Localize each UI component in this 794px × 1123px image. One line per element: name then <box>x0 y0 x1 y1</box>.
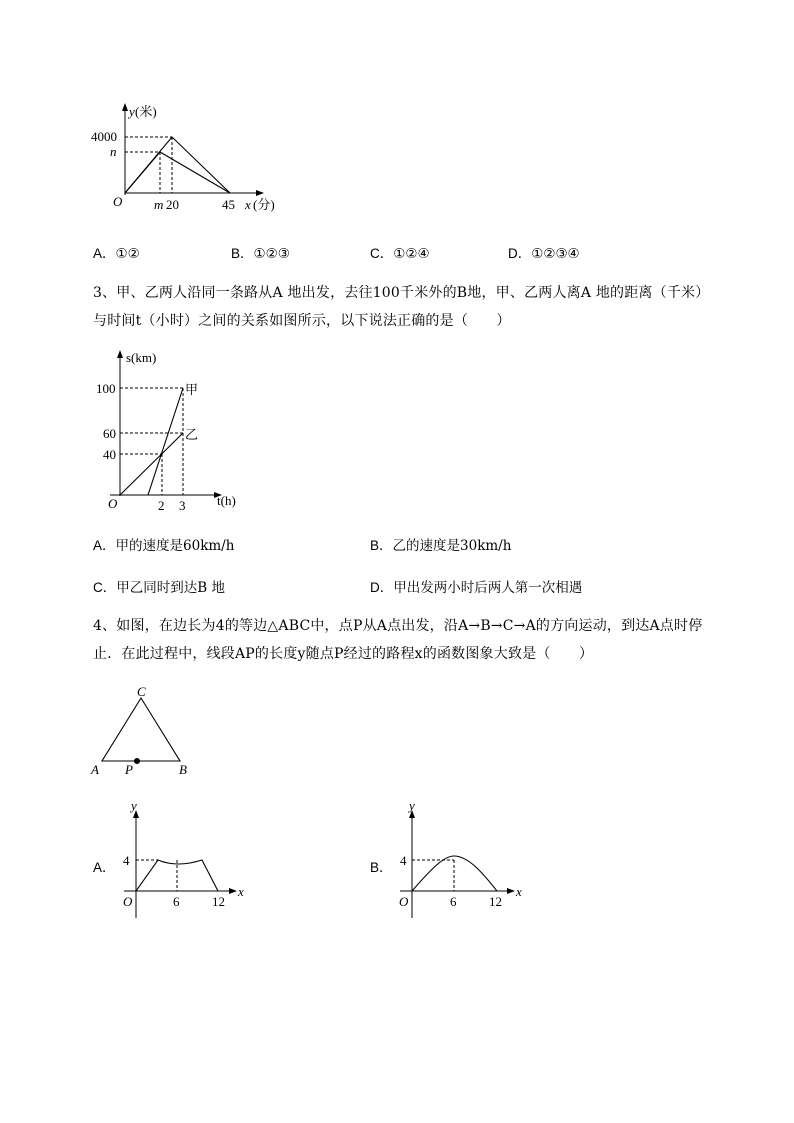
q2-x-arrow <box>256 190 264 196</box>
q4-triangle <box>88 684 208 780</box>
q2-line-1 <box>125 137 230 193</box>
q2-option-b-label: B． <box>231 246 254 261</box>
q3-stem-line1: 3、甲、乙两人沿同一条路从A 地出发，去往100千米外的B地，甲、乙两人离A 地的距离（千米） <box>93 285 710 301</box>
q4a-x-arrow <box>229 888 237 894</box>
q2-option-d-text: ①②③④ <box>531 246 580 262</box>
q3-option-b-label: B． <box>370 538 393 553</box>
q4b-tick-6: 6 <box>450 894 457 909</box>
q3-option-a[interactable] <box>93 534 234 554</box>
q2-tick-20: 20 <box>166 197 179 212</box>
q3-graph <box>88 346 258 518</box>
q4-graph-b <box>386 798 531 920</box>
q3-label-yi: 乙 <box>185 427 199 442</box>
q4-vertex-a: A <box>91 762 99 777</box>
q3-stem-line2: 与时间t（小时）之间的关系如图所示，以下说法正确的是（ ） <box>93 313 511 329</box>
q4a-tick-4: 4 <box>123 853 130 868</box>
q2-option-a[interactable] <box>93 242 140 262</box>
q2-option-a-text: ①② <box>115 246 140 262</box>
q4-option-a-label: A． <box>93 860 116 875</box>
q3-option-d[interactable] <box>370 576 582 596</box>
q2-origin: O <box>113 194 123 209</box>
q4-graph-a <box>110 798 255 920</box>
q4-triangle-shape <box>102 698 180 761</box>
q2-option-a-label: A． <box>93 246 116 261</box>
q4a-origin: O <box>123 894 133 909</box>
q3-option-b[interactable] <box>370 534 511 554</box>
q2-tick-m: m <box>154 197 164 212</box>
q3-origin: O <box>108 496 118 511</box>
q2-option-c-text: ①②④ <box>393 246 430 262</box>
q3-y-label: s(km) <box>126 350 157 365</box>
q2-tick-4000: 4000 <box>91 129 117 144</box>
q2-tick-45: 45 <box>222 197 235 212</box>
q4b-x-label: x <box>516 884 522 899</box>
q2-graph <box>88 100 288 220</box>
q3-line-jia <box>148 388 183 495</box>
q4a-x-label: x <box>238 884 244 899</box>
q4a-tick-6: 6 <box>173 894 180 909</box>
q2-y-arrow <box>122 103 128 111</box>
q3-tick-40: 40 <box>103 447 116 462</box>
q4-stem <box>93 612 743 668</box>
q4-option-b-label: B． <box>370 860 393 875</box>
q3-tick-60: 60 <box>103 426 116 441</box>
q3-tick-2: 2 <box>158 498 165 513</box>
q3-option-c[interactable] <box>93 576 225 596</box>
q4-point-p <box>134 758 140 764</box>
q3-option-d-text: 甲出发两小时后两人第一次相遇 <box>393 580 583 596</box>
q3-y-arrow <box>117 350 123 358</box>
q3-tick-3: 3 <box>179 498 186 513</box>
q4b-origin: O <box>399 894 409 909</box>
q3-option-a-label: A． <box>93 538 116 553</box>
q3-label-jia: 甲 <box>185 382 199 397</box>
q4b-x-arrow <box>507 888 515 894</box>
q3-option-d-label: D． <box>370 580 394 595</box>
q2-option-d[interactable] <box>508 242 580 262</box>
q3-x-label: t(h) <box>217 493 236 508</box>
q4-label-p: P <box>125 762 133 777</box>
q4a-y-label: y <box>131 798 137 813</box>
q2-option-c[interactable] <box>370 242 430 262</box>
q2-line-2 <box>125 152 230 193</box>
q4b-tick-4: 4 <box>400 853 407 868</box>
q3-option-c-label: C． <box>93 580 117 595</box>
q4-stem-line1: 4、如图，在边长为4的等边△ABC中，点P从A点出发，沿A→B→C→A的方向运动，到达A点时停 <box>93 618 703 634</box>
q4a-tick-12: 12 <box>212 894 225 909</box>
q2-option-d-label: D． <box>508 246 532 261</box>
q3-tick-100: 100 <box>96 381 116 396</box>
q3-stem <box>93 279 743 335</box>
q4b-y-label: y <box>409 798 415 813</box>
q2-x-unit: (分) <box>253 197 275 212</box>
q2-option-c-label: C． <box>370 246 394 261</box>
q2-option-b[interactable] <box>231 242 290 262</box>
q4-vertex-c: C <box>137 684 146 699</box>
q2-option-b-text: ①②③ <box>253 246 290 262</box>
q4-vertex-b: B <box>179 762 187 777</box>
q2-y-unit: (米) <box>135 104 157 119</box>
q3-option-b-text: 乙的速度是30km/h <box>392 538 512 554</box>
q2-y-label: y <box>129 104 135 119</box>
q2-x-label: x <box>245 197 251 212</box>
q2-tick-n: n <box>110 144 117 159</box>
q3-option-a-text: 甲的速度是60km/h <box>115 538 235 554</box>
q4b-tick-12: 12 <box>489 894 502 909</box>
q4-stem-line2: 止．在此过程中，线段AP的长度y随点P经过的路程x的函数图象大致是（ ） <box>93 646 594 662</box>
q3-option-c-text: 甲乙同时到达B 地 <box>116 580 225 596</box>
